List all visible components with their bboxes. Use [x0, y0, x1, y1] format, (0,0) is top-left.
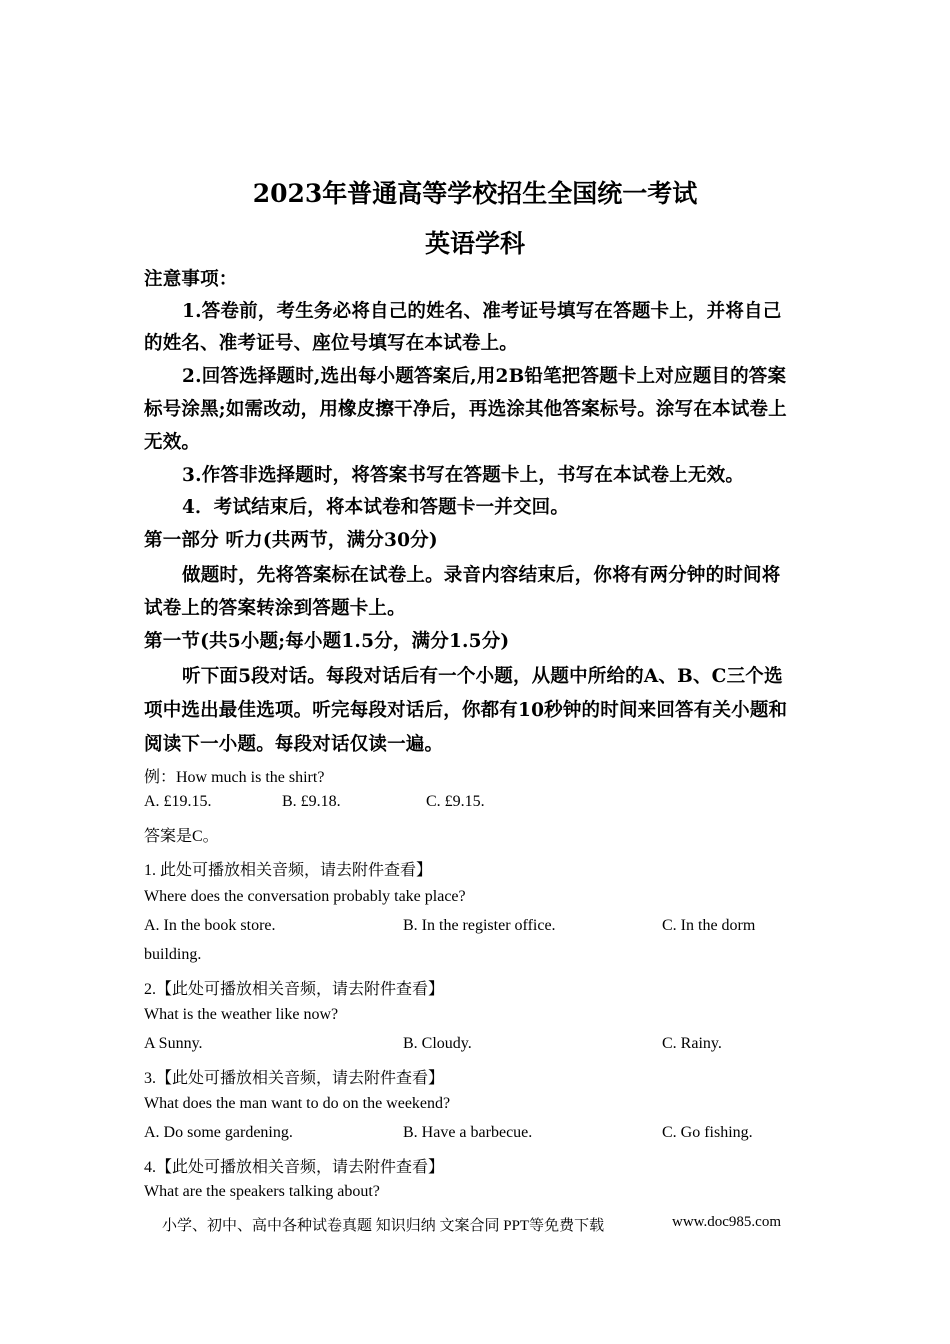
example-option-c: C. £9.15.: [426, 793, 485, 810]
question-3-option-c: C. Go fishing.: [662, 1124, 753, 1141]
question-3-audio-link[interactable]: 3.【此处可播放相关音频，请去附件查看】: [144, 1070, 445, 1087]
question-2-option-b: B. Cloudy.: [403, 1035, 472, 1052]
notice-heading: 注意事项：: [144, 269, 238, 290]
section1-intro-line-3: 阅读下一小题。每段对话仅读一遍。: [144, 734, 444, 755]
notice-item-1-line-1: 1.答卷前，考生务必将自己的姓名、准考证号填写在答题卡上，并将自己: [182, 301, 782, 322]
question-2-audio-link[interactable]: 2.【此处可播放相关音频，请去附件查看】: [144, 981, 445, 998]
question-1-option-c-wrap: building.: [144, 946, 202, 963]
notice-item-1-line-2: 的姓名、准考证号、座位号填写在本试卷上。: [144, 333, 519, 354]
part1-heading: 第一部分 听力(共两节，满分30分): [144, 530, 438, 551]
section1-intro-line-1: 听下面5段对话。每段对话后有一个小题，从题中所给的A、B、C三个选: [182, 666, 783, 687]
notice-item-2-line-2: 标号涂黑;如需改动，用橡皮擦干净后，再选涂其他答案标号。涂写在本试卷上: [144, 399, 787, 420]
question-1-option-a: A. In the book store.: [144, 917, 276, 934]
question-2-option-a: A Sunny.: [144, 1035, 203, 1052]
question-3-option-a: A. Do some gardening.: [144, 1124, 293, 1141]
footer-link[interactable]: www.doc985.com: [672, 1214, 782, 1230]
example-question: 例：How much is the shirt?: [144, 769, 325, 786]
example-answer: 答案是C。: [144, 828, 219, 845]
notice-item-2-line-3: 无效。: [144, 432, 201, 453]
notice-item-2-line-1: 2.回答选择题时,选出每小题答案后,用2B铅笔把答题卡上对应题目的答案: [182, 366, 787, 387]
part1-intro-line-2: 试卷上的答案转涂到答题卡上。: [144, 598, 406, 619]
question-2-stem: What is the weather like now?: [144, 1006, 339, 1023]
question-3-option-b: B. Have a barbecue.: [403, 1124, 533, 1141]
example-option-b: B. £9.18.: [282, 793, 341, 810]
section1-heading: 第一节(共5小题;每小题1.5分，满分1.5分): [144, 631, 510, 652]
footer-text: 小学、初中、高中各种试卷真题 知识归纳 文案合同 PPT等免费下载: [162, 1218, 605, 1234]
notice-item-4: 4．考试结束后，将本试卷和答题卡一并交回。: [182, 497, 570, 518]
example-option-a: A. £19.15.: [144, 793, 212, 810]
exam-subject: 英语学科: [424, 229, 525, 258]
question-3-stem: What does the man want to do on the weekend?: [144, 1095, 451, 1112]
question-4-audio-link[interactable]: 4.【此处可播放相关音频，请去附件查看】: [144, 1159, 445, 1176]
question-1-stem: Where does the conversation probably take place?: [144, 888, 466, 905]
question-1-audio-link[interactable]: 1. 此处可播放相关音频，请去附件查看】: [144, 862, 433, 879]
notice-item-3: 3.作答非选择题时，将答案书写在答题卡上，书写在本试卷上无效。: [182, 465, 745, 486]
question-1-option-c: C. In the dorm: [662, 917, 756, 934]
exam-title: 2023年普通高等学校招生全国统一考试: [252, 179, 698, 208]
question-2-option-c: C. Rainy.: [662, 1035, 722, 1052]
question-1-option-b: B. In the register office.: [403, 917, 556, 934]
part1-intro-line-1: 做题时，先将答案标在试卷上。录音内容结束后，你将有两分钟的时间将: [182, 565, 781, 586]
question-4-stem: What are the speakers talking about?: [144, 1183, 380, 1200]
section1-intro-line-2: 项中选出最佳选项。听完每段对话后，你都有10秒钟的时间来回答有关小题和: [144, 700, 788, 721]
